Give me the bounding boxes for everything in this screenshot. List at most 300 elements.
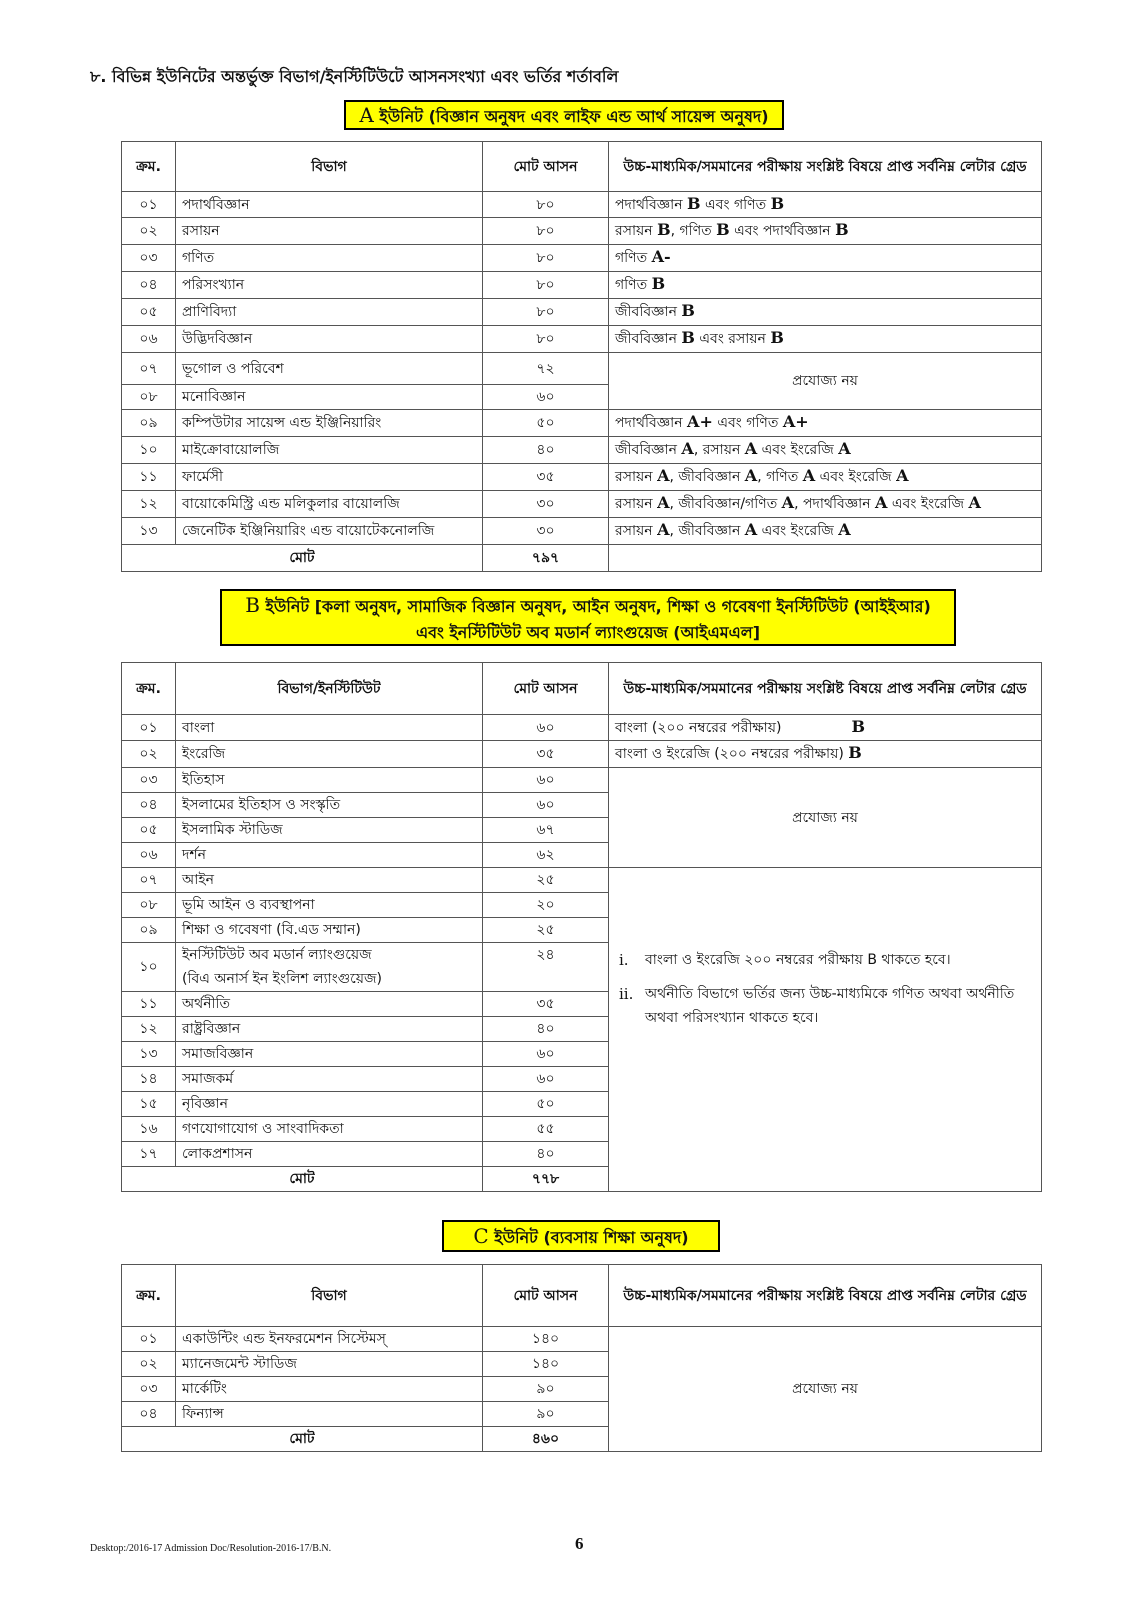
serial-cell [122,299,176,326]
serial: ০৩ [139,1381,158,1397]
letter-grade: A [657,493,670,512]
grade-cell [609,299,1042,326]
letter-grade: A [744,439,758,458]
seats: ৩০ [536,496,555,512]
grade-cell [609,715,1042,741]
department-cell [176,1092,483,1117]
serial: ০৮ [139,389,158,405]
serial: ১৭ [139,1146,158,1162]
department-cell [176,385,483,410]
col-department: বিভাগ [176,142,483,192]
serial-cell [122,245,176,272]
seats: ৯০ [536,1381,555,1397]
grade-not-applicable [609,1327,1042,1452]
not-applicable-text: প্রযোজ্য নয় [792,809,858,826]
serial-cell [122,385,176,410]
unit-b-title-line2: এবং ইনস্টিটিউট অব মডার্ন ল্যাংগুয়েজ (আইএমএল] [415,623,761,642]
total-label: মোট [289,1431,315,1447]
grade-not-applicable [609,768,1042,868]
seats: ৮০ [536,304,555,320]
grade-text: এবং গণিত [712,415,783,431]
department-cell [176,1042,483,1067]
col-grade: উচ্চ-মাধ্যমিক/সমমানের পরীক্ষায় সংশ্লিষ্ট বিষয়ে প্রাপ্ত সর্বনিম্ন লেটার গ্রেড [609,142,1042,192]
seats-cell [483,518,609,545]
seats-cell [483,353,609,385]
serial-cell [122,1402,176,1427]
condition-text: অর্থনীতি বিভাগে ভর্তির জন্য উচ্চ-মাধ্যমিকে গণিত অথবা অর্থনীতি অথবা পরিসংখ্যান থাকতে হবে। [645,986,1015,1026]
serial: ১৫ [139,1096,158,1112]
serial: ০৮ [139,897,158,913]
total-row [122,545,1042,572]
seats: ৬০ [536,1071,555,1087]
department: ইসলামের ইতিহাস ও সংস্কৃতি [182,797,341,813]
unit-c-title-text: ইউনিট (ব্যবসায় শিক্ষা অনুষদ) [488,1228,689,1247]
department: ম্যানেজমেন্ট স্টাডিজ [182,1356,297,1372]
serial: ০২ [139,1356,158,1372]
total-label-cell [122,1427,483,1452]
table-row [122,715,1042,741]
serial-cell [122,1327,176,1352]
seats-cell [483,715,609,741]
serial: ০৪ [139,1406,158,1422]
department: ফিন্যান্স [182,1406,224,1422]
seats-cell [483,410,609,437]
department-cell [176,715,483,741]
col-department: বিভাগ [176,1265,483,1327]
grade-text: এবং ইংরেজি [757,442,839,458]
department-cell [176,1327,483,1352]
department-cell [176,992,483,1017]
grade-cell [609,245,1042,272]
letter-grade: B [848,743,862,762]
department-cell [176,353,483,385]
section-heading: ৮. বিভিন্ন ইউনিটের অন্তর্ভুক্ত বিভাগ/ইনস্টিটিউটে আসনসংখ্যা এবং ভর্তির শর্তাবলি [90,67,619,86]
seats-cell [483,1092,609,1117]
serial: ০১ [139,719,158,736]
grade-text: , জীববিজ্ঞান [669,523,745,539]
seats-cell [483,1067,609,1092]
total-value-cell [483,545,609,572]
seats-cell [483,326,609,353]
department: ভূগোল ও পরিবেশ [182,360,284,377]
serial: ১২ [139,496,158,512]
grade-text: এবং ইংরেজি [757,523,839,539]
footer-path: Desktop:/2016-17 Admission Doc/Resolution-2016-17/B.N. [90,1543,332,1554]
col-serial: ক্রম. [122,142,176,192]
letter-grade: A+ [687,412,713,431]
serial: ১৩ [139,523,158,539]
table-row [122,218,1042,245]
serial-cell [122,943,176,992]
col-department: বিভাগ/ইনস্টিটিউট [176,663,483,715]
seats-cell [483,1352,609,1377]
total-value-cell [483,1427,609,1452]
letter-grade: A+ [782,412,809,431]
grade-text: , জীববিজ্ঞান [669,469,745,485]
department: কম্পিউটার সায়েন্স এন্ড ইঞ্জিনিয়ারিং [182,415,382,431]
seats-cell [483,464,609,491]
department: মনোবিজ্ঞান [182,389,246,405]
department-cell [176,218,483,245]
seats-cell [483,768,609,793]
seats: ৩০ [536,523,555,539]
department-cell [176,1067,483,1092]
department: অর্থনীতি [182,996,231,1012]
seats: ৮০ [536,223,555,239]
seats: ৩৫ [536,469,555,485]
seats-cell [483,491,609,518]
letter-grade: A [681,439,694,458]
serial: ০৭ [139,872,158,888]
department-cell [176,518,483,545]
seats: ৬০ [536,797,555,813]
department-cell [176,326,483,353]
unit-c-letter: C [473,1224,489,1248]
department-cell [176,843,483,868]
grade-text: গণিত [615,277,652,293]
serial-cell [122,326,176,353]
grade-text: এবং গণিত [700,196,771,213]
grade-cell [609,437,1042,464]
seats: ৬৭ [536,822,555,838]
seats-cell [483,385,609,410]
unit-a-table [121,141,1042,572]
serial: ০৪ [139,277,158,293]
seats: ১৪০ [531,1331,560,1347]
table-row [122,741,1042,768]
seats-cell [483,299,609,326]
letter-grade: A [657,520,670,539]
total-value: ৪৬০ [531,1431,560,1447]
serial-cell [122,1117,176,1142]
department: পরিসংখ্যান [182,277,245,293]
serial: ০৬ [139,847,158,863]
total-label-cell [122,1167,483,1192]
grade-cell [609,272,1042,299]
serial-cell [122,464,176,491]
serial-cell [122,893,176,918]
seats: ৮০ [536,250,555,266]
table-row [122,868,1042,893]
serial-cell [122,410,176,437]
seats: ৪০ [536,442,555,458]
serial: ১১ [139,996,158,1012]
grade-cell [609,491,1042,518]
total-value-cell [483,1167,609,1192]
seats-cell [483,1017,609,1042]
seats-cell [483,218,609,245]
seats: ৪০ [536,1146,555,1162]
letter-grade: B [851,716,865,736]
seats: ৫৫ [536,1121,555,1137]
seats-cell [483,943,609,992]
empty-cell [609,545,1042,572]
seats-cell [483,1142,609,1167]
department: ফার্মেসী [182,469,223,485]
col-grade: উচ্চ-মাধ্যমিক/সমমানের পরীক্ষায় সংশ্লিষ্ট বিষয়ে প্রাপ্ত সর্বনিম্ন লেটার গ্রেড [609,663,1042,715]
department-cell [176,1352,483,1377]
letter-grade: A- [651,247,671,266]
department: শিক্ষা ও গবেষণা (বি.এড সম্মান) [182,922,361,938]
seats: ৮০ [536,196,555,213]
unit-b-title-line1: ইউনিট [কলা অনুষদ, সামাজিক বিজ্ঞান অনুষদ, আইন অনুষদ, শিক্ষা ও গবেষণা ইনস্টিটিউট (আইইআর) [259,597,931,616]
seats: ৩৫ [536,746,555,762]
department: ইসলামিক স্টাডিজ [182,822,283,838]
table-row [122,518,1042,545]
department: রসায়ন [182,223,220,239]
serial: ০৫ [139,304,158,320]
serial: ১০ [139,959,158,975]
serial: ০৩ [139,250,158,266]
letter-grade: B [651,274,666,293]
letter-grade: B [681,328,695,347]
unit-b-letter: B [245,593,260,617]
grade-cell [609,326,1042,353]
unit-b-table [121,662,1042,1192]
serial-cell [122,1092,176,1117]
total-label-cell [122,545,483,572]
serial-cell [122,1067,176,1092]
serial-cell [122,818,176,843]
serial: ১২ [139,1021,158,1037]
department-subtitle: (বিএ অনার্স ইন ইংলিশ ল্যাংগুয়েজ) [182,971,383,987]
department: ইতিহাস [182,772,225,788]
grade-text: রসায়ন [615,523,658,539]
serial: ০৩ [139,772,158,788]
unit-a-title-text: ইউনিট (বিজ্ঞান অনুষদ এবং লাইফ এন্ড আর্থ সায়েন্স অনুষদ) [373,107,769,126]
seats: ২৫ [536,872,555,888]
serial-cell [122,1377,176,1402]
seats-cell [483,992,609,1017]
serial-cell [122,843,176,868]
department-cell [176,1017,483,1042]
grade-text: রসায়ন [615,469,658,485]
serial: ১১ [139,469,158,485]
letter-grade: B [770,193,785,213]
col-grade: উচ্চ-মাধ্যমিক/সমমানের পরীক্ষায় সংশ্লিষ্ট বিষয়ে প্রাপ্ত সর্বনিম্ন লেটার গ্রেড [609,1265,1042,1327]
seats-cell [483,1402,609,1427]
department: সমাজকর্ম [182,1071,234,1087]
grade-cell [609,192,1042,218]
department-cell [176,1142,483,1167]
department-cell [176,1377,483,1402]
letter-grade: B [835,220,849,239]
department: মাইক্রোবায়োলজি [182,442,280,458]
letter-grade: A [875,493,888,512]
serial: ০৭ [139,360,158,377]
total-value: ৭৭৮ [531,1171,560,1187]
seats-cell [483,272,609,299]
table-row [122,272,1042,299]
col-serial: ক্রম. [122,1265,176,1327]
col-seats: মোট আসন [483,142,609,192]
seats: ৬২ [536,847,555,863]
letter-grade: A [896,466,909,485]
letter-grade: A [657,466,670,485]
serial: ০২ [139,746,158,762]
total-label: মোট [289,550,315,566]
grade-cell [609,218,1042,245]
serial-cell [122,192,176,218]
letter-grade: A [744,520,758,539]
not-applicable-text: প্রযোজ্য নয় [792,1381,858,1397]
serial-cell [122,918,176,943]
grade-text: , গণিত [757,469,803,485]
table-row [122,326,1042,353]
grade-text: রসায়ন [615,223,658,239]
table-row [122,299,1042,326]
department-cell [176,1402,483,1427]
department: গণযোগাযোগ ও সাংবাদিকতা [182,1121,344,1137]
letter-grade: B [770,328,784,347]
department-cell [176,868,483,893]
serial-cell [122,768,176,793]
serial: ০২ [139,223,158,239]
seats-cell [483,1327,609,1352]
seats: ৯০ [536,1406,555,1422]
department: পদার্থবিজ্ঞান [182,196,250,213]
department-cell [176,943,483,992]
department: আইন [182,872,214,888]
grade-text: জীববিজ্ঞান [615,304,682,320]
serial-cell [122,491,176,518]
grade-text: বাংলা (২০০ নম্বরের পরীক্ষায়) [615,719,782,736]
serial-cell [122,518,176,545]
serial: ০৯ [139,415,158,431]
condition-number: i. [619,951,629,969]
serial: ০৯ [139,922,158,938]
department-cell [176,192,483,218]
col-seats: মোট আসন [483,1265,609,1327]
serial-cell [122,272,176,299]
seats: ১৪০ [531,1356,560,1372]
table-row [122,1327,1042,1352]
col-serial: ক্রম. [122,663,176,715]
serial: ০৪ [139,797,158,813]
serial-cell [122,218,176,245]
seats-cell [483,1042,609,1067]
seats: ২৫ [536,922,555,938]
total-value: ৭৯৭ [531,550,560,566]
grade-text: এবং পদার্থবিজ্ঞান [729,223,836,239]
seats-cell [483,1377,609,1402]
department: জেনেটিক ইঞ্জিনিয়ারিং এন্ড বায়োটেকনোলজি [182,523,435,539]
table-row [122,491,1042,518]
table-row [122,410,1042,437]
department-cell [176,491,483,518]
unit-a-letter: A [359,103,374,127]
grade-cell [609,741,1042,768]
grade-text: , পদার্থবিজ্ঞান [794,496,876,512]
seats: ৫০ [536,1096,555,1112]
seats: ৬০ [536,389,555,405]
seats-cell [483,192,609,218]
col-seats: মোট আসন [483,663,609,715]
letter-grade: A [838,439,851,458]
table-row [122,464,1042,491]
seats-cell [483,793,609,818]
department: লোকপ্রশাসন [182,1146,253,1162]
department: নৃবিজ্ঞান [182,1096,228,1112]
serial: ০৫ [139,822,158,838]
serial-cell [122,992,176,1017]
department-cell [176,1117,483,1142]
seats: ৭২ [536,360,555,377]
serial-cell [122,1042,176,1067]
letter-grade: B [681,301,695,320]
seats: ৬০ [536,1046,555,1062]
letter-grade: A [802,466,816,485]
letter-grade: A [838,520,851,539]
letter-grade: A [781,493,795,512]
letter-grade: B [687,193,701,213]
seats-cell [483,893,609,918]
seats-cell [483,843,609,868]
department: উদ্ভিদবিজ্ঞান [182,331,253,347]
table-row [122,353,1042,385]
letter-grade: A [744,466,758,485]
letter-grade: A [968,493,981,512]
department-cell [176,410,483,437]
condition-item [619,982,1031,1030]
seats-cell [483,818,609,843]
seats-cell [483,1117,609,1142]
department-cell [176,245,483,272]
unit-b-title [220,589,956,646]
seats: ২০ [536,897,555,913]
grade-cell [609,464,1042,491]
letter-grade: B [657,220,671,239]
department-cell [176,272,483,299]
seats-cell [483,918,609,943]
unit-c-title [442,1220,720,1252]
serial-cell [122,353,176,385]
seats: ৪০ [536,1021,555,1037]
condition-item [619,948,1031,972]
serial: ০১ [139,196,158,213]
department-cell [176,793,483,818]
condition-text: বাংলা ও ইংরেজি ২০০ নম্বরের পরীক্ষায় B থাকতে হবে। [645,952,951,968]
serial: ১৩ [139,1046,158,1062]
grade-text: এবং ইংরেজি [887,496,969,512]
serial-cell [122,868,176,893]
grade-not-applicable [609,353,1042,410]
total-label: মোট [289,1171,315,1187]
grade-text: জীববিজ্ঞান [615,331,682,347]
department: ইংরেজি [182,746,226,762]
serial: ১০ [139,442,158,458]
seats-cell [483,437,609,464]
seats-cell [483,245,609,272]
serial-cell [122,1352,176,1377]
department: প্রাণিবিদ্যা [182,304,237,320]
seats-cell [483,741,609,768]
table-row [122,768,1042,793]
seats: ৮০ [536,331,555,347]
serial-cell [122,1142,176,1167]
department: বাংলা [182,719,215,736]
grade-cell [609,518,1042,545]
department: একাউন্টিং এন্ড ইনফরমেশন সিস্টেমস্ [182,1331,386,1347]
department: ভূমি আইন ও ব্যবস্থাপনা [182,897,315,913]
department-cell [176,299,483,326]
grade-text: পদার্থবিজ্ঞান [615,196,688,213]
department-cell [176,893,483,918]
grade-text: পদার্থবিজ্ঞান [615,415,688,431]
department-cell [176,741,483,768]
serial-cell [122,793,176,818]
unit-a-title [344,100,784,130]
